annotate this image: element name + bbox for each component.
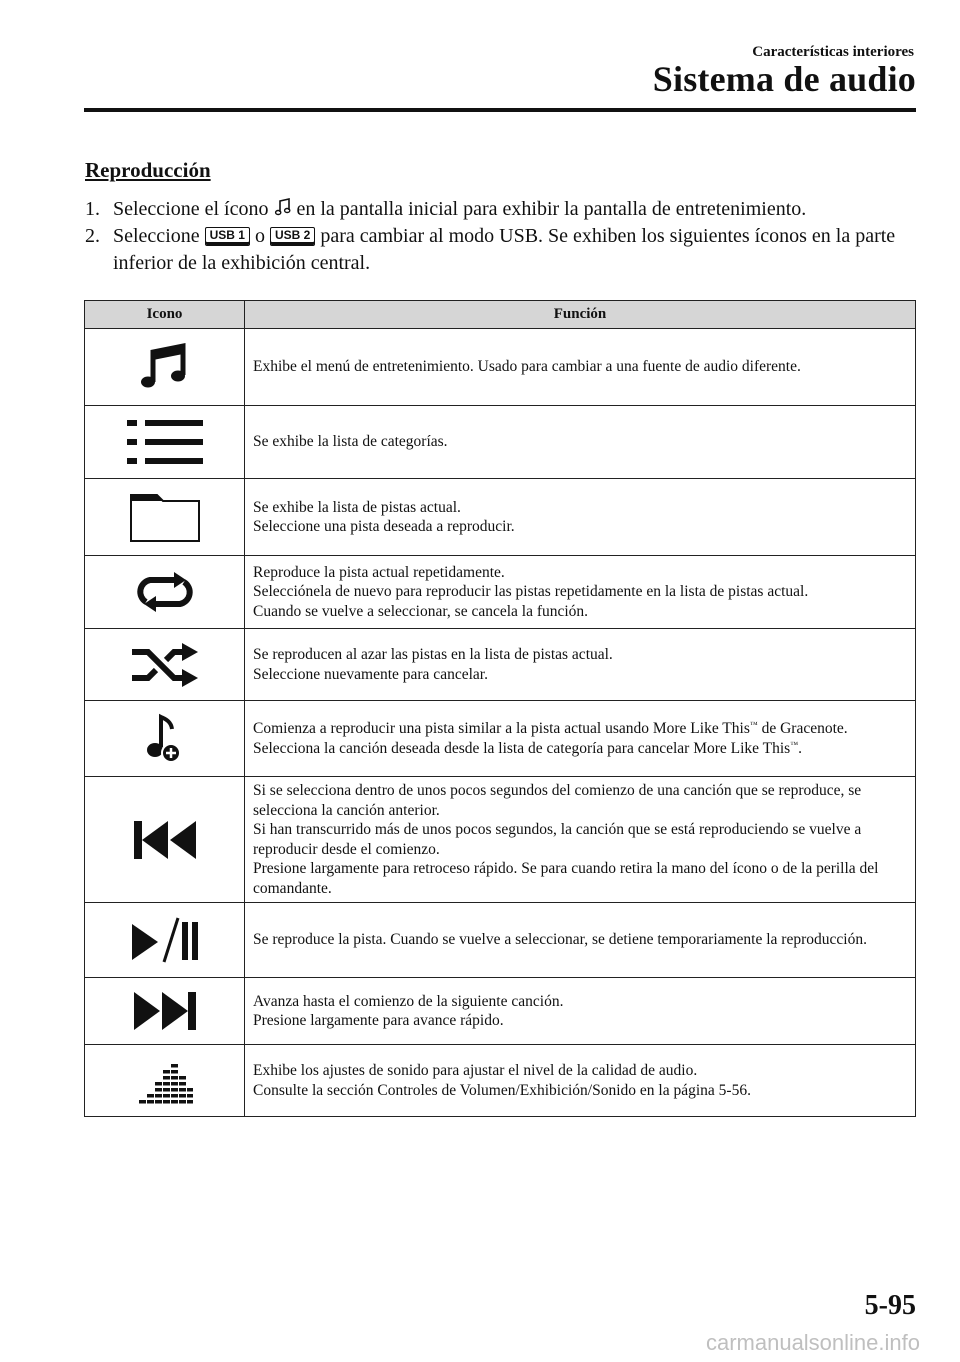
music-note-icon: [140, 342, 190, 392]
shuffle-icon: [130, 642, 200, 688]
table-header-row: [85, 301, 916, 329]
function-description: Se reproducen al azar las pistas en la lista de pistas actual. Seleccione nuevamente para cancelar.: [245, 629, 916, 701]
step-number: 1.: [85, 198, 100, 220]
table-row: [85, 701, 916, 777]
equalizer-icon: [137, 1058, 193, 1104]
table-row: [85, 903, 916, 978]
watermark-text: carmanualsonline.info: [705, 1330, 920, 1355]
previous-track-icon: [132, 819, 198, 861]
function-description: Se exhibe la lista de categorías.: [245, 406, 916, 479]
table-row: [85, 556, 916, 629]
step-text-before: Seleccione el ícono: [113, 198, 269, 220]
function-description: Comienza a reproducir una pista similar a la pista actual usando More Like This™ de Gracenote. Selecciona la canción deseada desde la lista de categoría para cancelar More Like This™.: [245, 701, 916, 777]
function-description: Avanza hasta el comienzo de la siguiente canción. Presione largamente para avance rápido.: [245, 978, 916, 1045]
trademark-mark: ™: [749, 720, 758, 729]
play-pause-icon: [130, 916, 200, 964]
step-text-middle: o: [254, 225, 265, 247]
next-track-icon: [132, 990, 198, 1032]
table-row: [85, 479, 916, 556]
page-number: 5-95: [864, 1290, 916, 1321]
table-row: [85, 629, 916, 701]
trademark-mark: ™: [790, 739, 799, 749]
running-header-chapter: Sistema de audio: [652, 59, 916, 99]
section-title: Reproducción: [85, 158, 211, 182]
running-header-section: Características interiores: [752, 44, 914, 60]
step-text-after: en la pantalla inicial para exhibir la pantalla de entretenimiento.: [296, 198, 807, 220]
function-description: Se reproduce la pista. Cuando se vuelve a seleccionar, se detiene temporariamente la reproducción.: [245, 903, 916, 978]
repeat-icon: [132, 570, 198, 614]
function-description: Exhibe el menú de entretenimiento. Usado para cambiar a una fuente de audio diferente.: [245, 329, 916, 406]
icon-function-table: [84, 300, 916, 1117]
table-row: [85, 978, 916, 1045]
step-1: [85, 196, 917, 223]
steps-list: [85, 196, 917, 277]
table-row: [85, 406, 916, 479]
step-2: [85, 223, 917, 277]
step-text-after: para cambiar al modo USB. Se exhiben los siguientes íconos en la parte inferior de la exhibición central.: [113, 225, 896, 274]
category-list-icon: [125, 418, 205, 466]
music-note-icon: [274, 198, 297, 220]
more-like-this-icon: [145, 713, 185, 765]
step-text-before: Seleccione: [113, 225, 200, 247]
usb1-button-icon: USB 1: [205, 227, 250, 246]
function-description: Se exhibe la lista de pistas actual. Seleccione una pista deseada a reproducir.: [245, 479, 916, 556]
column-header-icon: Icono: [85, 301, 245, 329]
function-description: Reproduce la pista actual repetidamente. Selecciónela de nuevo para reproducir las pistas repetidamente en la lista de pistas actual. Cuando se vuelve a seleccionar, se cancela la función.: [245, 556, 916, 629]
function-description: Si se selecciona dentro de unos pocos segundos del comienzo de una canción que se reproduce, se selecciona la canción anterior. Si han transcurrido más de unos pocos segundos, la canción que se está reproduciendo se vuelve a reproducir desde el comienzo. Presione largamente para retroceso rápido. Se para cuando retira la mano del ícono o de la perilla del comandante.: [245, 777, 916, 903]
table-row: [85, 1045, 916, 1117]
column-header-function: Función: [245, 301, 916, 329]
usb2-button-icon: USB 2: [270, 227, 315, 246]
folder-icon: [129, 491, 201, 543]
function-description: Exhibe los ajustes de sonido para ajustar el nivel de la calidad de audio. Consulte la sección Controles de Volumen/Exhibición/Sonido en la página 5-56.: [245, 1045, 916, 1117]
table-row: [85, 777, 916, 903]
table-row: [85, 329, 916, 406]
header-rule: [84, 108, 916, 112]
step-number: 2.: [85, 225, 100, 247]
